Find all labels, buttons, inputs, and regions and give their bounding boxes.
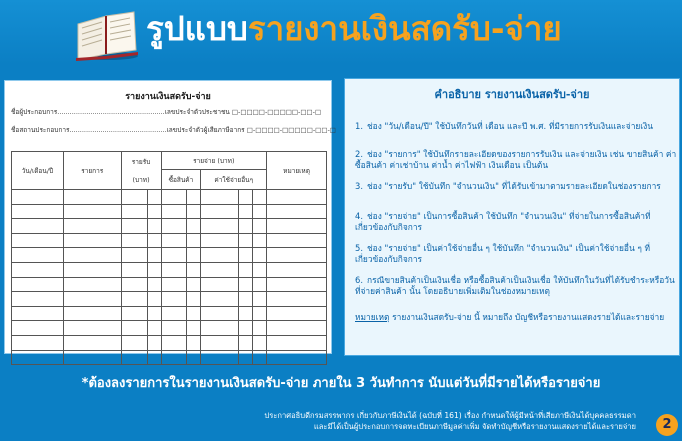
explanation-item-4: [355, 211, 677, 233]
explanation-title: คำอธิบาย รายงานเงินสดรับ-จ่าย: [434, 88, 590, 101]
table-row: [12, 262, 327, 277]
explanation-panel: [344, 78, 680, 356]
note-label: หมายเหตุ: [355, 312, 390, 322]
header-date: วัน/เดือน/ปี: [12, 152, 64, 190]
explanation-item-text: ช่อง "รายการ" ใช้บันทึกรายละเอียดของรายการรับเงิน และจ่ายเงิน เช่น ขายสินค้า ค่าซื้อสินค้า ค่าเช่าบ้าน ค่าน้ำ ค่าไฟฟ้า เงินเดือน เป็นต้น: [355, 149, 677, 170]
explanation-item-text: ช่อง "รายจ่าย" เป็นค่าใช้จ่ายอื่น ๆ ใช้บันทึก "จำนวนเงิน" เป็นค่าใช้จ่ายอื่น ๆ ที่เกี่ยวข้องกับกิจการ: [355, 243, 651, 264]
explanation-item-number: 1.: [355, 121, 363, 131]
page-number-badge: 2: [656, 414, 678, 436]
cash-report-form-sample: [4, 80, 336, 354]
form-owner-line: ชื่อผู้ประกอบการ....................................................เลขประจำตัวประชาชน □-□□□□-□□□□□-□□-□: [11, 108, 322, 116]
table-row: [12, 219, 327, 234]
explanation-note: [355, 312, 677, 323]
table-row: [12, 233, 327, 248]
header-income-unit: (บาท): [132, 175, 150, 184]
table-row: [12, 335, 327, 350]
table-row: [12, 292, 327, 307]
table-row: [12, 277, 327, 292]
table-row: [12, 321, 327, 336]
explanation-item-text: กรณีขายสินค้าเป็นเงินเชื่อ หรือซื้อสินค้าเป็นเงินเชื่อ ให้บันทึกในวันที่ได้รับชำระหรือวันที่จ่ายค่าสินค้า นั้น โดยอธิบายเพิ่มเติมในช่องหมายเหตุ: [355, 275, 675, 296]
table-row: [12, 190, 327, 205]
explanation-item-2: [355, 149, 677, 171]
header-purchase: ซื้อสินค้า: [161, 170, 201, 190]
header-banner: [0, 0, 682, 64]
explanation-item-3: [355, 181, 677, 192]
open-book-icon: [72, 2, 142, 62]
explanation-item-6: [355, 275, 677, 297]
explanation-item-text: ช่อง "รายรับ" ใช้บันทึก "จำนวนเงิน" ที่ได้รับเข้ามาตามรายละเอียดในช่องรายการ: [367, 181, 661, 191]
page-title: [146, 4, 562, 54]
table-row: [12, 350, 327, 365]
table-row: [12, 306, 327, 321]
header-note: หมายเหตุ: [267, 152, 327, 190]
header-income-label: รายรับ: [131, 157, 151, 166]
explanation-item-number: 5.: [355, 243, 363, 253]
explanation-item-number: 3.: [355, 181, 363, 191]
form-business-line: ชื่อสถานประกอบการ...............................................เลขประจำตัวผู้เสียภาษีอากร □-□□□□-□□□□□-□□-□: [11, 126, 336, 134]
table-row: [12, 248, 327, 263]
explanation-item-number: 2.: [355, 149, 363, 159]
title-white-part: รูปแบบ: [146, 9, 248, 48]
explanation-item-5: [355, 243, 677, 265]
header-item: รายการ: [63, 152, 121, 190]
note-text: รายงานเงินสดรับ-จ่าย นี้ หมายถึง บัญชีหรือรายงานแสดงรายได้และรายจ่าย: [392, 312, 665, 322]
header-other-expense: ค่าใช้จ่ายอื่นๆ: [201, 170, 267, 190]
explanation-item-text: ช่อง "วัน/เดือน/ปี" ใช้บันทึกวันที่ เดือน และปี พ.ศ. ที่มีรายการรับเงินและจ่ายเงิน: [367, 121, 653, 131]
form-table: [11, 151, 327, 365]
explanation-item-1: [355, 121, 677, 132]
footer-line-2: และมีได้เป็นผู้ประกอบการจดทะเบียนภาษีมูลค่าเพิ่ม จัดทำบัญชีหรือรายงานแสดงรายได้และรายจ่าย: [313, 422, 636, 431]
header-income: [121, 152, 161, 190]
title-orange-part: รายงานเงินสดรับ-จ่าย: [247, 9, 562, 48]
footer-line-1: ประกาศอธิบดีกรมสรรพากร เกี่ยวกับภาษีเงินได้ (ฉบับที่ 161) เรื่อง กำหนดให้ผู้มีหน้าที่เสียภาษีเงินได้บุคคลธรรมดา: [264, 411, 636, 420]
table-row: [12, 204, 327, 219]
explanation-item-text: ช่อง "รายจ่าย" เป็นการซื้อสินค้า ใช้บันทึก "จำนวนเงิน" ที่จ่ายในการซื้อสินค้าที่เกี่ยวข้องกับกิจการ: [355, 211, 651, 232]
explanation-item-number: 6.: [355, 275, 363, 285]
form-title: รายงานเงินสดรับ-จ่าย: [125, 92, 211, 102]
footer-reference: [76, 410, 636, 432]
deadline-notice: *ต้องลงรายการในรายงานเงินสดรับ-จ่าย ภายใน 3 วันทำการ นับแต่วันที่มีรายได้หรือรายจ่าย: [81, 376, 601, 391]
header-expense: รายจ่าย (บาท): [161, 152, 267, 170]
explanation-item-number: 4.: [355, 211, 363, 221]
